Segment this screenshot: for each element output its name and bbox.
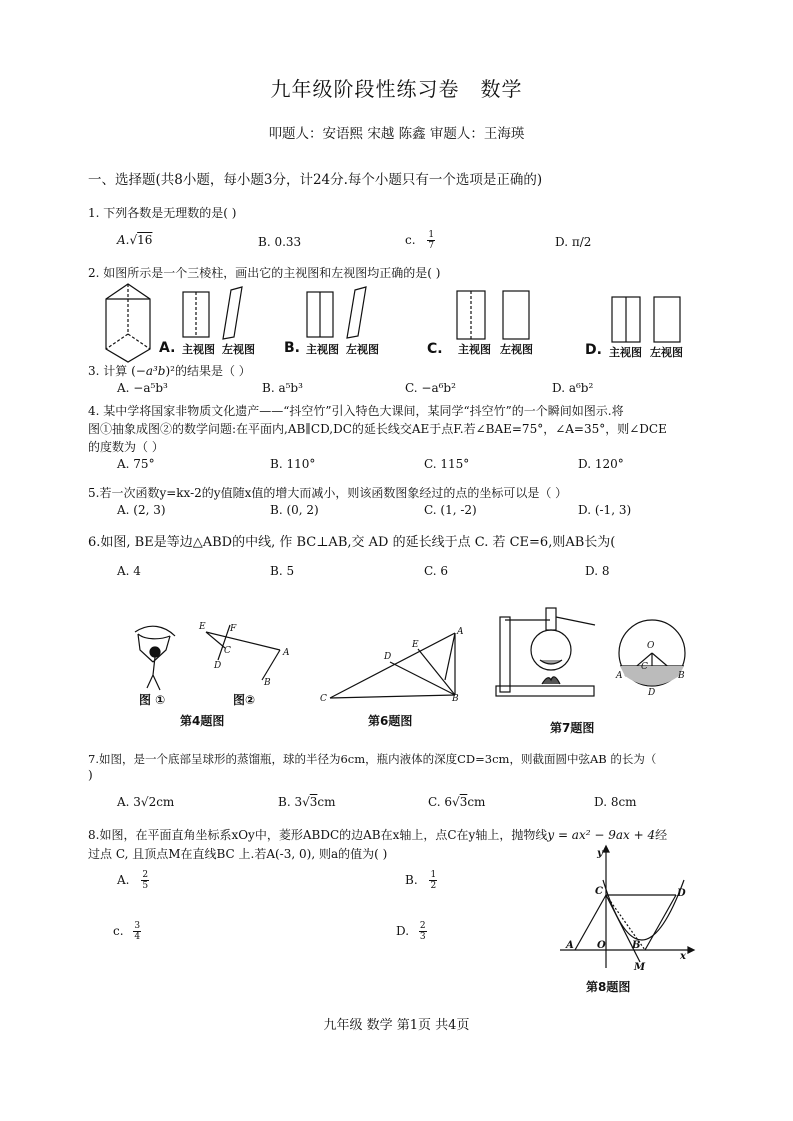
q6-option-c: C. 6 [424,564,449,578]
q1-option-d: D. π/2 [555,235,592,249]
fig7-label-d: D [648,688,656,698]
fig4-1-caption: 图 ① [139,693,166,707]
q8-formula: y = ax² − 9ax + 4 [547,828,656,842]
q8-d-prefix: D. [396,924,410,938]
fig7-caption: 第7题图 [550,721,595,735]
q8-d-den: 3 [419,932,426,942]
q1-c-num: 1 [428,230,435,240]
fig8-label-m: M [634,962,646,973]
q8-c-num: 3 [134,921,141,931]
q1-stem: 1. 下列各数是无理数的是( ) [88,206,237,220]
fig8-label-b: B [632,940,641,951]
fig6-label-c: C [320,694,327,704]
fig4-label-f: F [230,624,237,634]
q1-c-den: 7 [428,241,435,251]
fig6-label-e: E [412,640,419,650]
q5-option-d: D. (-1, 3) [578,503,632,517]
q7-option-d: D. 8cm [594,795,637,809]
fig4-label-e: E [199,622,206,632]
q7-option-b: B. 3√3cm [278,795,336,809]
q2-b-main-caption: 主视图 [306,343,339,356]
fig6-label-a: A [457,627,464,637]
q2-stem: 2. 如图所示是一个三棱柱，画出它的主视图和左视图均正确的是( ) [88,266,441,280]
fig6-caption: 第6题图 [368,714,413,728]
q8-a-prefix: A. [117,873,130,887]
authors-line: 叩题人：安语熙 宋越 陈鑫 审题人：王海瑛 [268,126,525,142]
fig7-label-c: C [641,662,648,672]
fig4-label-a: A [283,648,290,658]
q6-option-b: B. 5 [270,564,295,578]
fig8-label-y: y [597,848,603,859]
q1-a-radicand: 16 [137,233,153,247]
q7-b-suffix: cm [317,795,336,809]
fig7-label-o: O [647,641,655,651]
q3-option-a: A. −a⁵b³ [117,381,168,395]
q4-option-b: B. 110° [270,457,316,471]
fig4-2-caption: 图② [233,693,256,707]
q8-line1-text: 8.如图，在平面直角坐标系xOy中，菱形ABDC的边AB在x轴上，点C在y轴上，抛物线 [88,828,548,842]
q8-d-num: 2 [419,921,426,931]
q3-stem-prefix: 3. 计算 ( [88,364,136,378]
q2-letter-a: A. [159,340,176,356]
q6-option-d: D. 8 [585,564,610,578]
fig6-label-d: D [384,652,392,662]
q8-a-num: 2 [142,870,149,880]
fig4-label-b: B [264,678,271,688]
fig8-x-arrow [688,947,694,953]
q7-line2: ) [88,768,93,782]
q2-b-left-caption: 左视图 [346,343,379,356]
page-title: 九年级阶段性练习卷 数学 [270,77,523,101]
q2-a-main-caption: 主视图 [182,343,215,356]
q1-c-prefix: c. [405,233,416,247]
q2-letter-c: C. [427,341,443,357]
fig8-parabola [603,880,684,940]
fig8-label-a: A [566,940,574,951]
q4-option-c: C. 115° [424,457,470,471]
q7-c-suffix: cm [467,795,486,809]
q7-c-prefix: C. 6 [428,795,453,809]
fig8-label-x: x [680,951,686,962]
q7-c-radicand: 3 [459,795,468,809]
q3-option-c: C. −a⁶b² [405,381,456,395]
q6-stem: 6.如图, BE是等边△ABD的中线, 作 BC⊥AB,交 AD 的延长线于点 C. 若 CE=6,则AB长为( [88,535,616,550]
q4-option-a: A. 75° [117,457,155,471]
q5-option-b: B. (0, 2) [270,503,319,517]
fig4-label-d: D [214,661,222,671]
fig8-label-o: O [597,940,606,951]
q7-b-prefix: B. 3 [278,795,303,809]
q7-line1: 7.如图，是一个底部呈球形的蒸馏瓶，球的半径为6cm，瓶内液体的深度CD=3cm，则截面圆中弦AB 的长为（ [88,752,657,766]
q4-line2: 图①抽象成图②的数学问题:在平面内,AB∥CD,DC的延长线交AE于点F.若∠BAE=75°，∠A=35°，则∠DCE [88,422,667,436]
fig4-caption: 第4题图 [180,714,225,728]
q1-a-prefix: A. [117,233,130,247]
q5-stem: 5.若一次函数y=kx-2的y值随x值的增大而减小，则该函数图象经过的点的坐标可以是（ ） [88,486,568,500]
q4-line1: 4. 某中学将国家非物质文化遗产——“抖空竹”引入特色大课间，某同学“抖空竹”的一个瞬间如图示.将 [88,404,624,418]
fig7-label-b: B [678,671,685,681]
q3-option-b: B. a⁵b³ [262,381,303,395]
q3-stem-suffix: )²的结果是（ ） [165,364,251,378]
q2-d-main-caption: 主视图 [609,346,642,359]
q2-d-left-caption: 左视图 [650,346,683,359]
q7-b-radicand: 3 [309,795,318,809]
q2-letter-d: D. [585,342,602,358]
fig8-bd [645,895,676,950]
fig7-label-a: A [616,671,623,681]
fig8-label-c: C [595,886,603,897]
fig8-line-bc [606,895,640,962]
fig4-label-c: C [224,646,231,656]
fig8-label-d: D [677,888,686,899]
q8-b-prefix: B. [405,873,418,887]
q7-option-c: C. 6√3cm [428,795,486,809]
fig8-caption: 第8题图 [586,980,631,994]
q2-a-left-caption: 左视图 [222,343,255,356]
q4-line3: 的度数为（ ） [88,440,164,454]
q1-option-a: A.√16 [117,233,153,247]
q8-b-den: 2 [430,881,437,891]
q8-line2: 过点 C, 且顶点M在直线BC 上.若A(-3, 0), 则a的值为( ) [88,847,388,861]
q1-option-b: B. 0.33 [258,235,302,249]
fig8-y-arrow [603,846,609,852]
q2-letter-b: B. [284,340,300,356]
q8-c-prefix: c. [113,924,124,938]
q4-option-d: D. 120° [578,457,624,471]
page-footer: 九年级 数学 第1页 共4页 [323,1018,470,1033]
q2-c-main-caption: 主视图 [458,343,491,356]
q8-a-den: 5 [142,881,149,891]
q5-option-a: A. (2, 3) [117,503,166,517]
q5-option-c: C. (1, -2) [424,503,477,517]
q8-line1-end: 经 [655,828,668,842]
q2-c-left-caption: 左视图 [500,343,533,356]
q7-option-a: A. 3√2cm [117,795,175,809]
q3-option-d: D. a⁶b² [552,381,594,395]
q8-c-den: 4 [134,932,141,942]
q8-b-num: 1 [430,870,437,880]
q3-stem-expr: −a³b [135,364,166,378]
fig6-label-b: B [452,694,459,704]
section-heading: 一、选择题(共8小题，每小题3分，计24分.每个小题只有一个选项是正确的) [88,172,543,188]
q6-option-a: A. 4 [117,564,141,578]
